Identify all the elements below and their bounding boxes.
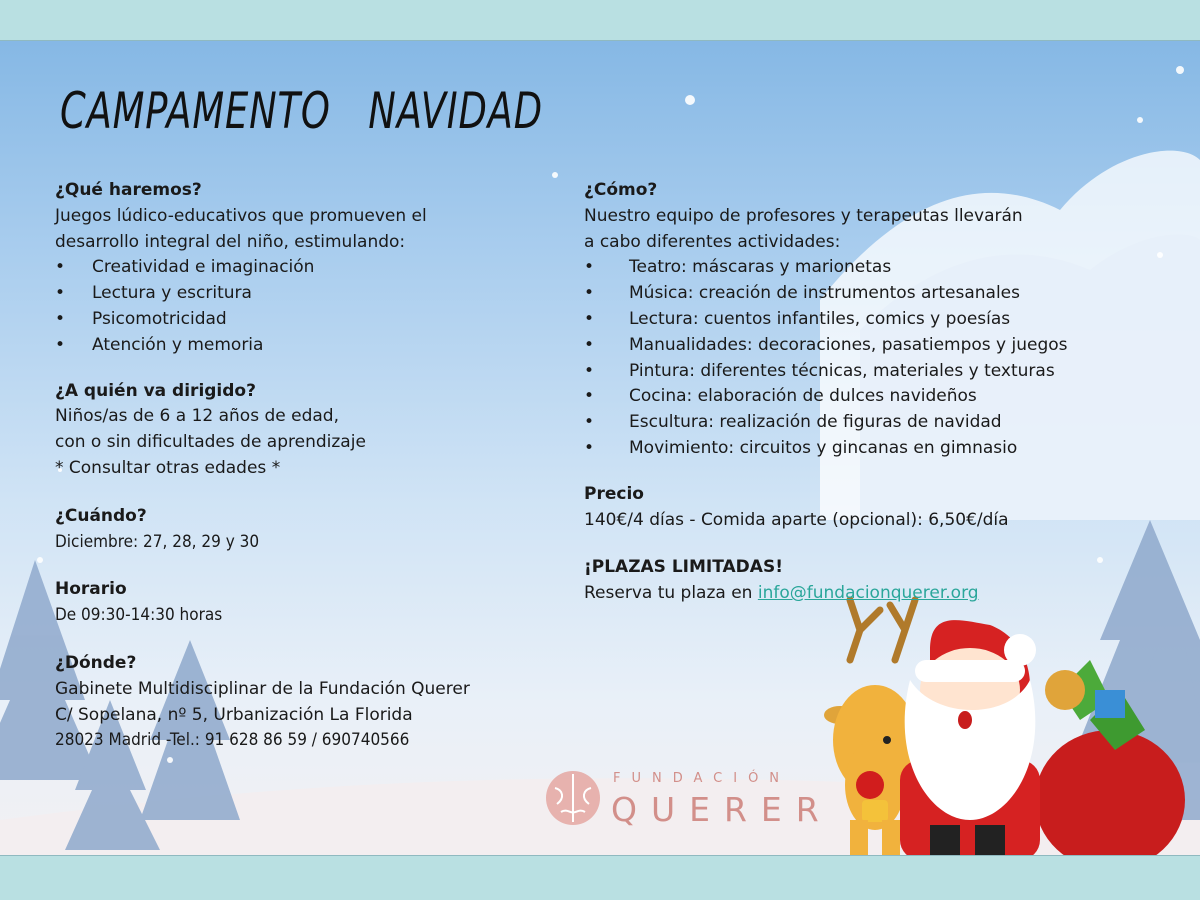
list-item: • Teatro: máscaras y marionetas — [584, 255, 1144, 281]
horario-heading: Horario — [55, 579, 127, 600]
que-line: desarrollo integral del niño, estimulando: — [55, 231, 406, 252]
reserva-prefix: Reserva tu plaza en — [584, 583, 758, 604]
quien-line: con o sin dificultades de aprendizaje — [55, 432, 366, 453]
donde-line: C/ Sopelana, nº 5, Urbanización La Florida — [55, 704, 413, 725]
donde-line: 28023 Madrid -Tel.: 91 628 86 59 / 690740566 — [55, 730, 410, 751]
cuando-heading: ¿Cuándo? — [55, 505, 147, 526]
list-item: • Movimiento: circuitos y gincanas en gimnasio — [584, 436, 1144, 462]
reserva-line — [584, 581, 1144, 607]
donde-heading: ¿Dónde? — [55, 652, 137, 673]
list-item: • Pintura: diferentes técnicas, materiales y texturas — [584, 359, 1144, 385]
que-bullet-list — [55, 255, 535, 358]
logo-foundation-label: FUNDACIÓN — [613, 771, 791, 786]
horario-text: De 09:30-14:30 horas — [55, 605, 223, 626]
list-item: • Lectura y escritura — [55, 281, 535, 307]
precio-heading: Precio — [584, 483, 644, 504]
list-item: • Cocina: elaboración de dulces navideños — [584, 384, 1144, 410]
list-item: • Atención y memoria — [55, 333, 535, 359]
list-item: • Lectura: cuentos infantiles, comics y poesías — [584, 307, 1144, 333]
email-link[interactable]: info@fundacionquerer.org — [757, 583, 979, 604]
que-line: Juegos lúdico-educativos que promueven el — [55, 205, 427, 226]
right-column — [584, 178, 1144, 607]
left-column — [55, 178, 535, 754]
que-heading: ¿Qué haremos? — [55, 180, 202, 200]
donde-line: Gabinete Multidisciplinar de la Fundación Querer — [55, 678, 470, 699]
como-heading: ¿Cómo? — [584, 180, 658, 200]
list-item: • Música: creación de instrumentos artesanales — [584, 281, 1144, 307]
list-item: • Creatividad e imaginación — [55, 255, 535, 281]
plazas-heading: ¡PLAZAS LIMITADAS! — [584, 557, 783, 578]
quien-line: * Consultar otras edades * — [55, 457, 281, 478]
list-item: • Psicomotricidad — [55, 307, 535, 333]
list-item: • Manualidades: decoraciones, pasatiempos y juegos — [584, 333, 1144, 359]
precio-text: 140€/4 días - Comida aparte (opcional): 6,50€/día — [584, 509, 1009, 530]
como-line: Nuestro equipo de profesores y terapeutas llevarán — [584, 205, 1023, 226]
como-line: a cabo diferentes actividades: — [584, 231, 841, 252]
brain-logo-icon — [543, 768, 603, 828]
como-bullet-list — [584, 255, 1144, 461]
page-title: CAMPAMENTO NAVIDAD — [60, 82, 543, 140]
cuando-text: Diciembre: 27, 28, 29 y 30 — [55, 531, 260, 552]
quien-line: Niños/as de 6 a 12 años de edad, — [55, 406, 339, 427]
logo-brand-name: QUERER — [611, 790, 833, 829]
quien-heading: ¿A quién va dirigido? — [55, 380, 256, 401]
bottom-band — [0, 855, 1200, 900]
list-item: • Escultura: realización de figuras de navidad — [584, 410, 1144, 436]
